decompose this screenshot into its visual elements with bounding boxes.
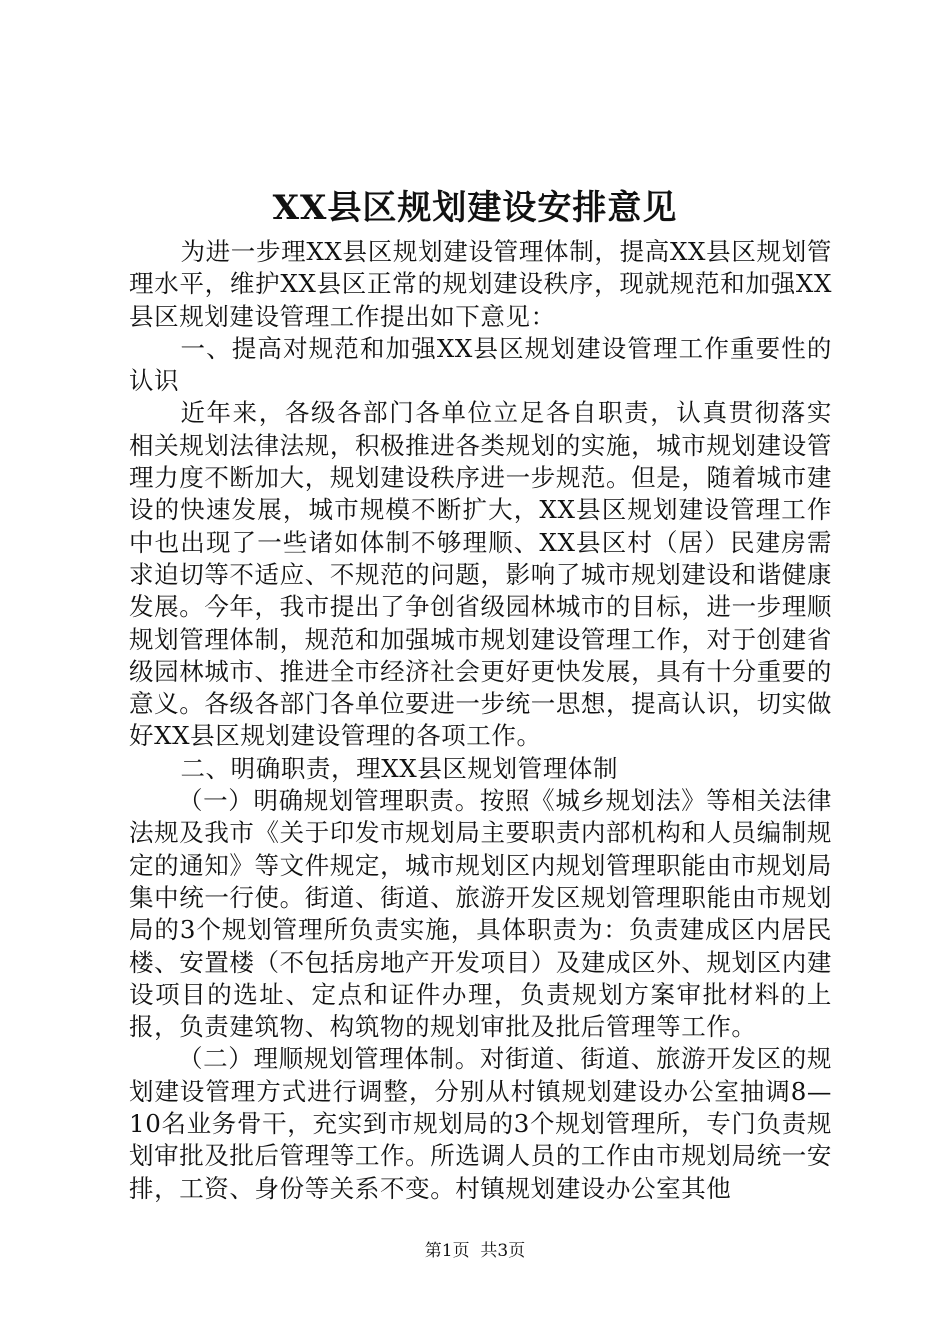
subsection-paragraph-2: （二）理顺规划管理体制。对街道、街道、旅游开发区的规划建设管理方式进行调整，分别从村镇规划建设办公室抽调8—10名业务骨干，充实到市规划局的3个规划管理所，专门负责规划审批及批后管理等工作。所选调人员的工作由市规划局统一安排，工资、身份等关系不变。村镇规划建设办公室其他 [129, 1044, 832, 1203]
subsection-paragraph-1: （一）明确规划管理职责。按照《城乡规划法》等相关法律法规及我市《关于印发市规划局主要职责内部机构和人员编制规定的通知》等文件规定，城市规划区内规划管理职能由市规划局集中统一行使。街道、街道、旅游开发区规划管理职能由市规划局的3个规划管理所负责实施，具体职责为：负责建成区内居民楼、安置楼（不包括房地产开发项目）及建成区外、规划区内建设项目的选址、定点和证件办理，负责规划方案审批材料的上报，负责建筑物、构筑物的规划审批及批后管理等工作。 [129, 786, 832, 1042]
intro-paragraph: 为进一步理XX县区规划建设管理体制，提高XX县区规划管理水平，维护XX县区正常的规划建设秩序，现就规范和加强XX县区规划建设管理工作提出如下意见： [129, 237, 832, 331]
body-paragraph: 近年来，各级各部门各单位立足各自职责，认真贯彻落实相关规划法律法规，积极推进各类规划的实施，城市规划建设管理力度不断加大，规划建设秩序进一步规范。但是，随着城市建设的快速发展，城市规模不断扩大，XX县区规划建设管理工作中也出现了一些诸如体制不够理顺、XX县区村（居）民建房需求迫切等不适应、不规范的问题，影响了城市规划建设和谐健康发展。今年，我市提出了争创省级园林城市的目标，进一步理顺规划管理体制，规范和加强城市规划建设管理工作，对于创建省级园林城市、推进全市经济社会更好更快发展，具有十分重要的意义。各级各部门各单位要进一步统一思想，提高认识，切实做好XX县区规划建设管理的各项工作。 [129, 398, 832, 751]
document-body [129, 236, 832, 1205]
page-total: 共3页 [480, 1241, 526, 1261]
section-heading-1: 一、提高对规范和加强XX县区规划建设管理工作重要性的认识 [129, 333, 832, 396]
page-number: 第1页 [424, 1241, 470, 1261]
page-footer [0, 1240, 950, 1262]
document-title: XX县区规划建设安排意见 [272, 188, 678, 228]
section-heading-2: 二、明确职责，理XX县区规划管理体制 [180, 753, 619, 783]
